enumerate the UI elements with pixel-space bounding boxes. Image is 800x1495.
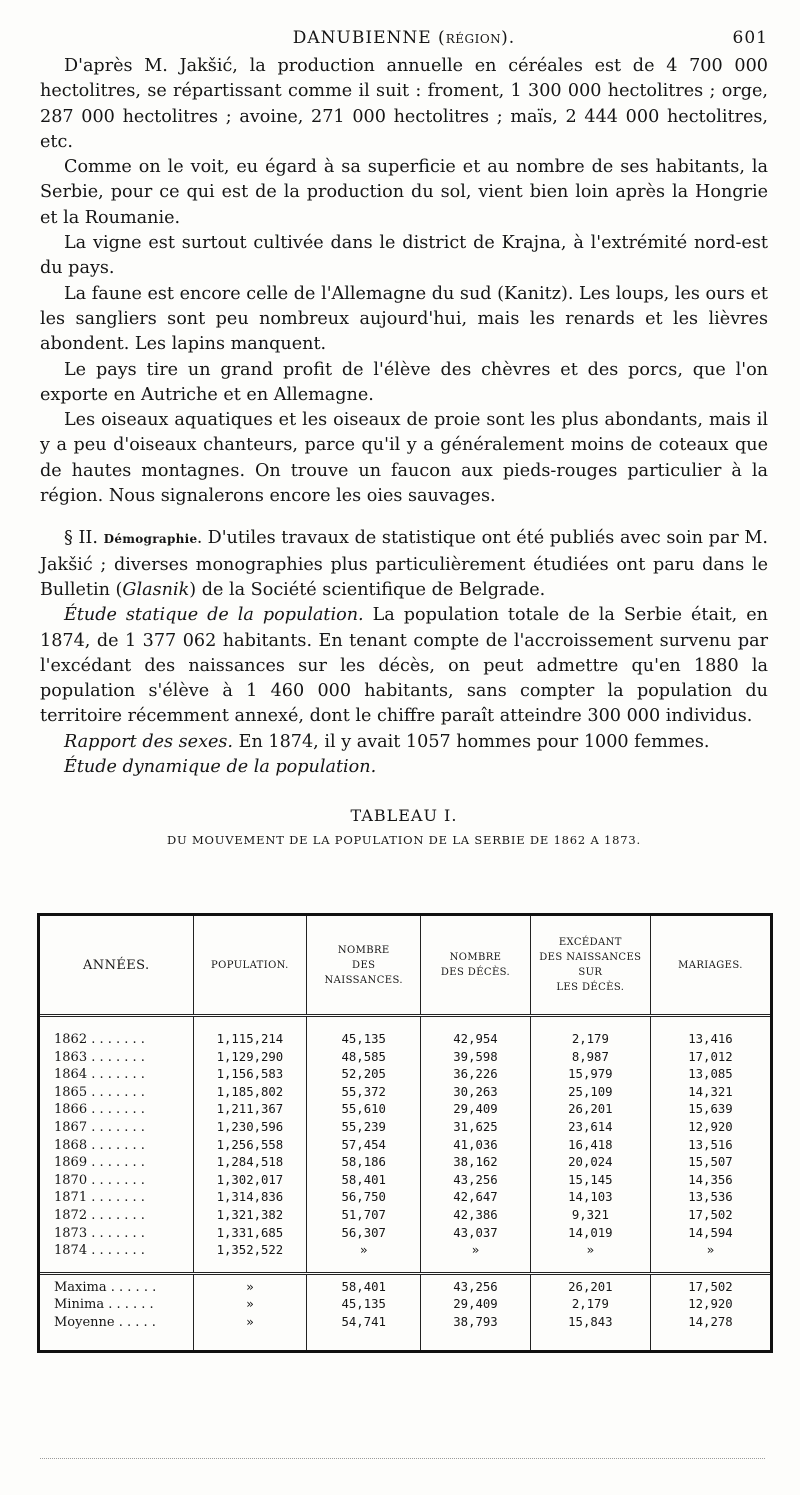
- paragraph-dynamic-study: Étude dynamique de la population.: [64, 757, 377, 778]
- table-cell: 1872 . . . . . . .: [40, 1207, 193, 1225]
- table-cell: 13,536: [688, 1190, 733, 1205]
- table-cell: [650, 1332, 770, 1350]
- table-cell: [307, 1332, 421, 1350]
- table-row: [40, 1189, 770, 1207]
- table-cell: 29,409: [421, 1296, 531, 1314]
- table-cell: 42,954: [421, 1016, 531, 1049]
- table-cell: 1,115,214: [193, 1016, 307, 1049]
- paragraph-livestock: Le pays tire un grand profit de l'élève des chèvres et des porcs, que l'on exporte en Autriche et en Allemagne.: [40, 359, 768, 405]
- paragraph-cereals: D'après M. Jakšić, la production annuelle en céréales est de 4 700 000 hectolitres, se répartissant comme il suit : froment, 1 300 000 hectolitres ; orge, 287 000 hectolitres ; avoine, 271 000 hectolitres ; maïs, 2 444 000 hectolitres, etc.: [40, 56, 768, 152]
- table-row: [40, 1314, 770, 1332]
- table-cell: 43,037: [421, 1225, 531, 1243]
- paragraph-fauna: La faune est encore celle de l'Allemagne du sud (Kanitz). Les loups, les ours et les sangliers sont peu nombreux aujourd'hui, mais les renards et les lièvres abondent. Les lapins manquent.: [40, 283, 768, 355]
- table-cell: 25,109: [530, 1084, 650, 1102]
- table-cell: 1870 . . . . . . .: [40, 1172, 193, 1190]
- table-row: [40, 1154, 770, 1172]
- table-cell: 1,211,367: [193, 1101, 307, 1119]
- table-cell: 1,314,836: [193, 1189, 307, 1207]
- table-cell: 12,920: [688, 1119, 733, 1134]
- table-cell: 8,987: [530, 1049, 650, 1067]
- table-cell: [193, 1260, 307, 1274]
- col-header-excedant: EXCÉDANT DES NAISSANCES SUR LES DÉCÈS.: [530, 916, 650, 1016]
- paragraph-sex-ratio: Rapport des sexes. En 1874, il y avait 1057 hommes pour 1000 femmes.: [64, 731, 710, 752]
- table-cell: 1,302,017: [193, 1172, 307, 1190]
- table-cell: 15,145: [530, 1172, 650, 1190]
- table-cell: 1,156,583: [193, 1066, 307, 1084]
- table-cell: 39,598: [421, 1049, 531, 1067]
- section-demographie: § II. Démographie. D'utiles travaux de statistique ont été publiés avec soin par M. Jakšić ; diverses monographies plus particulièrement étudiées ont paru dans le Bulletin (Glasnik) de la Société scientifique de Belgrade.: [40, 528, 768, 600]
- table-row: [40, 1273, 770, 1296]
- col-header-annees: ANNÉES.: [40, 916, 193, 1016]
- table-cell: »: [193, 1314, 307, 1332]
- table-row: [40, 1101, 770, 1119]
- table-cell: 1868 . . . . . . .: [40, 1137, 193, 1155]
- table-cell: 14,594: [688, 1225, 733, 1240]
- table-cell: 2,179: [530, 1296, 650, 1314]
- table-cell: Moyenne . . . . .: [40, 1314, 193, 1332]
- table-cell: 1,230,596: [193, 1119, 307, 1137]
- table-cell: 15,979: [530, 1066, 650, 1084]
- table-cell: 51,707: [307, 1207, 421, 1225]
- table-row: [40, 1049, 770, 1067]
- table-cell: Maxima . . . . . .: [40, 1273, 193, 1296]
- table-cell: 14,103: [530, 1189, 650, 1207]
- table-cell: 1,185,802: [193, 1084, 307, 1102]
- table-cell: »: [706, 1243, 715, 1258]
- table-cell: 55,239: [307, 1119, 421, 1137]
- table-cell: »: [307, 1242, 421, 1260]
- table-cell: 1865 . . . . . . .: [40, 1084, 193, 1102]
- table-cell: 1,352,522: [193, 1242, 307, 1260]
- table-cell: 58,401: [307, 1273, 421, 1296]
- table-cell: 2,179: [530, 1016, 650, 1049]
- table-cell: 1,321,382: [193, 1207, 307, 1225]
- table-cell: 1863 . . . . . . .: [40, 1049, 193, 1067]
- table-cell: 17,502: [688, 1279, 733, 1294]
- table-divider: [40, 1260, 770, 1274]
- table-cell: 1873 . . . . . . .: [40, 1225, 193, 1243]
- table-cell: 17,012: [688, 1049, 733, 1064]
- col-header-population: POPULATION.: [193, 916, 307, 1016]
- col-header-deces: NOMBRE DES DÉCÈS.: [421, 916, 531, 1016]
- table-cell: 13,085: [688, 1067, 733, 1082]
- section-mark: § II.: [64, 528, 98, 549]
- table-row: [40, 1225, 770, 1243]
- table-cell: »: [193, 1273, 307, 1296]
- table-cell: 1871 . . . . . . .: [40, 1189, 193, 1207]
- running-title: DANUBIENNE (RÉGION).: [292, 28, 516, 48]
- table-cell: 20,024: [530, 1154, 650, 1172]
- table-cell: 45,135: [307, 1296, 421, 1314]
- table-cell: 45,135: [307, 1016, 421, 1049]
- paragraph-vine: La vigne est surtout cultivée dans le district de Krajna, à l'extrémité nord-est du pays.: [40, 233, 768, 279]
- table-cell: 16,418: [530, 1137, 650, 1155]
- table-cell: 55,372: [307, 1084, 421, 1102]
- table-row: [40, 1066, 770, 1084]
- table-cell: [421, 1260, 531, 1274]
- table-cell: 43,256: [421, 1172, 531, 1190]
- table-row: [40, 1119, 770, 1137]
- section-title: Démographie.: [103, 532, 202, 547]
- table-cell: 14,356: [688, 1172, 733, 1187]
- table-cell: 14,278: [688, 1314, 733, 1329]
- table-cell: 12,920: [688, 1297, 733, 1312]
- table-cell: 56,750: [307, 1189, 421, 1207]
- table-cell: [530, 1332, 650, 1350]
- table-cell: [40, 1332, 193, 1350]
- table-cell: 57,454: [307, 1137, 421, 1155]
- table-cell: 58,401: [307, 1172, 421, 1190]
- table-cell: [193, 1332, 307, 1350]
- table-cell: 43,256: [421, 1273, 531, 1296]
- table-cell: [650, 1260, 770, 1274]
- table-cell: 15,639: [688, 1102, 733, 1117]
- table-cell: [307, 1260, 421, 1274]
- table-cell: 52,205: [307, 1066, 421, 1084]
- table-cell: »: [530, 1242, 650, 1260]
- table-cell: 1,129,290: [193, 1049, 307, 1067]
- table-cell: 14,019: [530, 1225, 650, 1243]
- table-cell: 13,516: [688, 1137, 733, 1152]
- table-row: [40, 1084, 770, 1102]
- table-cell: 1866 . . . . . . .: [40, 1101, 193, 1119]
- table-cell: 15,843: [530, 1314, 650, 1332]
- page: [40, 28, 768, 1330]
- table-cell: 14,321: [688, 1084, 733, 1099]
- table-cell: »: [193, 1296, 307, 1314]
- table-cell: 1867 . . . . . . .: [40, 1119, 193, 1137]
- table-subtitle: DU MOUVEMENT DE LA POPULATION DE LA SERBIE DE 1862 A 1873.: [167, 833, 641, 848]
- table-cell: 56,307: [307, 1225, 421, 1243]
- table-cell: 26,201: [530, 1101, 650, 1119]
- table-row: [40, 1296, 770, 1314]
- table-cell: 15,507: [688, 1155, 733, 1170]
- col-header-naissances: NOMBRE DES NAISSANCES.: [307, 916, 421, 1016]
- table-cell: 1874 . . . . . . .: [40, 1242, 193, 1260]
- table-cell: 1862 . . . . . . .: [40, 1016, 193, 1049]
- table-cell: 42,647: [421, 1189, 531, 1207]
- table-row: [40, 1172, 770, 1190]
- table-cell: 55,610: [307, 1101, 421, 1119]
- table-row: [40, 1016, 770, 1049]
- table-cell: 1,284,518: [193, 1154, 307, 1172]
- table-cell: 36,226: [421, 1066, 531, 1084]
- table-cell: 26,201: [530, 1273, 650, 1296]
- table-cell: »: [421, 1242, 531, 1260]
- table-cell: 41,036: [421, 1137, 531, 1155]
- bottom-rule: [40, 1458, 765, 1460]
- table-cell: 30,263: [421, 1084, 531, 1102]
- paragraph-comparison: Comme on le voit, eu égard à sa superficie et au nombre de ses habitants, la Serbie, pour ce qui est de la production du sol, vient bien loin après la Hongrie et la Roumanie.: [40, 157, 768, 228]
- table-end: [40, 1332, 770, 1350]
- col-header-mariages: MARIAGES.: [650, 916, 770, 1016]
- table-cell: 9,321: [530, 1207, 650, 1225]
- paragraph-static-study: Étude statique de la population. La population totale de la Serbie était, en 1874, de 1 377 062 habitants. En tenant compte de l'accroissement survenu par l'excédant des naissances sur les décès, on peut admettre qu'en 1880 la population s'élève à 1 460 000 habitants, sans compter la population du territoire récemment annexé, dont le chiffre paraît atteindre 300 000 individus.: [40, 605, 768, 727]
- table-cell: 58,186: [307, 1154, 421, 1172]
- table-cell: 1,331,685: [193, 1225, 307, 1243]
- table-cell: 1864 . . . . . . .: [40, 1066, 193, 1084]
- table-cell: [40, 1260, 193, 1274]
- table-cell: Minima . . . . . .: [40, 1296, 193, 1314]
- table-cell: 38,793: [421, 1314, 531, 1332]
- paragraph-birds: Les oiseaux aquatiques et les oiseaux de proie sont les plus abondants, mais il y a peu d'oiseaux chanteurs, parce qu'il y a généralement moins de coteaux que de hautes montagnes. On trouve un faucon aux pieds-rouges particulier à la région. Nous signalerons encore les oies sauvages.: [40, 410, 768, 507]
- table-cell: 13,416: [688, 1032, 733, 1046]
- table-cell: 38,162: [421, 1154, 531, 1172]
- table-cell: 23,614: [530, 1119, 650, 1137]
- table-row: [40, 1242, 770, 1260]
- table-cell: 42,386: [421, 1207, 531, 1225]
- table-cell: 31,625: [421, 1119, 531, 1137]
- page-number: 601: [732, 28, 768, 48]
- table-cell: 1869 . . . . . . .: [40, 1154, 193, 1172]
- table-cell: [530, 1260, 650, 1274]
- table-cell: 17,502: [688, 1207, 733, 1222]
- table-title: TABLEAU I.: [350, 806, 458, 826]
- table-row: [40, 1207, 770, 1225]
- table-cell: 1,256,558: [193, 1137, 307, 1155]
- table-cell: 48,585: [307, 1049, 421, 1067]
- table-cell: 29,409: [421, 1101, 531, 1119]
- running-head: [40, 28, 768, 54]
- table-row: [40, 1137, 770, 1155]
- population-table: [37, 913, 773, 1353]
- table-cell: 54,741: [307, 1314, 421, 1332]
- table-cell: [421, 1332, 531, 1350]
